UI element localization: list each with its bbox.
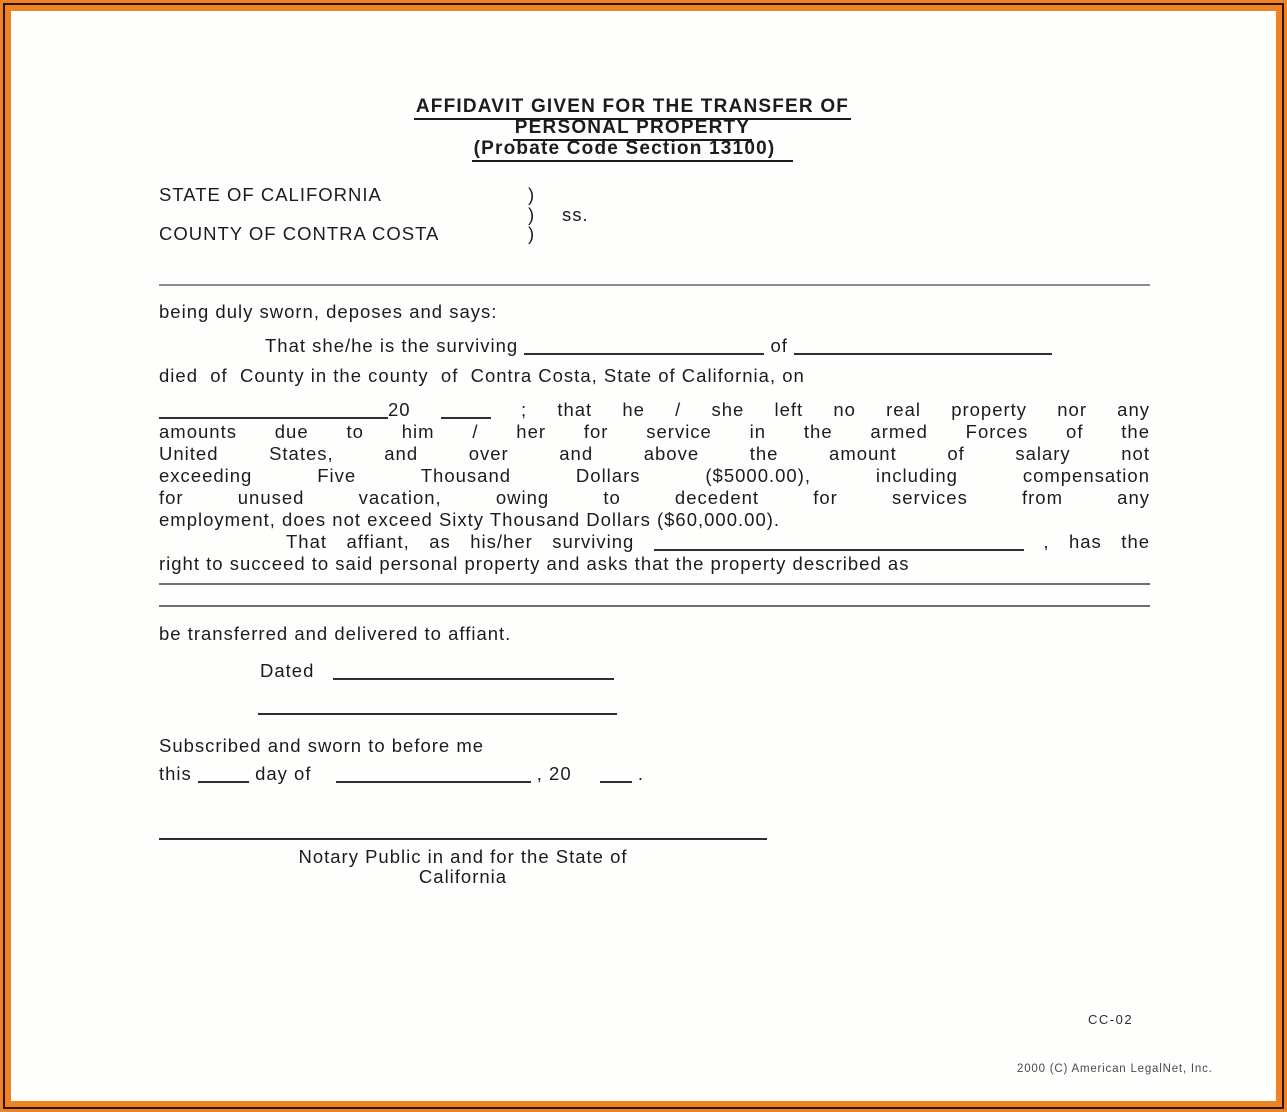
property-description-line-1 — [159, 583, 1150, 585]
notary-caption — [159, 847, 767, 887]
document-content — [159, 11, 1150, 887]
comma-20-text: , 20 — [536, 762, 572, 784]
venue-block — [159, 185, 1150, 244]
property-description-line-2 — [159, 605, 1150, 607]
surviving-line — [159, 335, 1150, 357]
notary-caption-line-2: California — [418, 865, 508, 887]
affiant-name-line — [159, 284, 1150, 286]
venue-ss-row — [159, 205, 1150, 225]
day-number-blank — [198, 781, 249, 783]
transfer-line: be transferred and delivered to affiant. — [159, 622, 512, 644]
paragraph-line-2: amounts due to him / her for service in the armed Forces of the — [159, 420, 1150, 442]
copyright-notice: 2000 (C) American LegalNet, Inc. — [1017, 1063, 1213, 1075]
document-title — [159, 96, 1106, 159]
period-text: . — [637, 762, 645, 784]
venue-county-row — [159, 224, 1150, 244]
this-label: this — [159, 762, 192, 784]
sworn-statement-line: being duly sworn, deposes and says: — [159, 300, 498, 322]
title-line-3 — [159, 138, 1106, 159]
title-line-1 — [159, 96, 1106, 117]
right-to-succeed-line: right to succeed to said personal property and asks that the property described as — [159, 552, 910, 574]
surviving-of-text: of — [770, 334, 788, 356]
affiant-relationship-blank — [654, 549, 1024, 551]
death-date-blank — [159, 417, 388, 419]
paren-3: ) — [528, 223, 536, 244]
death-year-blank — [441, 417, 491, 419]
died-line: died of County in the county of Contra Costa, State of California, on — [159, 364, 805, 386]
county-label: COUNTY OF CONTRA COSTA — [159, 223, 440, 244]
dated-date-blank — [333, 678, 614, 680]
document-page — [11, 11, 1276, 1101]
state-label: STATE OF CALIFORNIA — [159, 184, 382, 205]
title-text-1: AFFIDAVIT GIVEN FOR THE TRANSFER OF — [414, 96, 851, 120]
paragraph-line-1-text: ; that he / she left no real property nor any — [520, 398, 1151, 420]
subscribed-line: Subscribed and sworn to before me — [159, 734, 485, 756]
dated-label: Dated — [260, 659, 315, 681]
paragraph-line-6: employment, does not exceed Sixty Thousand Dollars ($60,000.00). — [159, 508, 781, 530]
relationship-blank — [524, 353, 764, 355]
sworn-date-line — [159, 763, 1150, 785]
affiant-line — [159, 531, 1150, 553]
venue-state-row — [159, 185, 1150, 205]
paragraph-line-3: United States, and over and above the amount of salary not — [159, 442, 1150, 464]
year-prefix-text: 20 — [388, 398, 411, 420]
venue-spacer — [159, 205, 528, 225]
title-text-2: PERSONAL PROPERTY — [513, 117, 752, 141]
paren-2: ) — [528, 203, 536, 225]
title-text-3: (Probate Code Section 13100) — [472, 138, 794, 162]
paren-1: ) — [528, 184, 536, 205]
affiant-suffix-text: , has the — [1043, 530, 1151, 552]
dated-line — [159, 660, 1150, 682]
paragraph-line-5: for unused vacation, owing to decedent for services from any — [159, 486, 1150, 508]
affiant-signature-line — [258, 713, 617, 715]
form-code: CC-02 — [1088, 1012, 1134, 1027]
decedent-name-blank — [794, 353, 1052, 355]
ss-label: ss. — [562, 203, 589, 225]
surviving-prefix-text: That she/he is the surviving — [265, 334, 519, 356]
sworn-year-blank — [600, 781, 632, 783]
paragraph-line-1 — [159, 399, 1150, 421]
notary-signature-line — [159, 838, 767, 840]
month-blank — [336, 781, 531, 783]
title-line-2 — [159, 117, 1106, 138]
decorative-frame — [3, 3, 1284, 1109]
day-of-label: day of — [255, 762, 312, 784]
affiant-prefix-text: That affiant, as his/her surviving — [286, 530, 635, 552]
notary-caption-line-1: Notary Public in and for the State of — [298, 845, 628, 867]
paragraph-line-4: exceeding Five Thousand Dollars ($5000.00), including compensation — [159, 464, 1150, 486]
